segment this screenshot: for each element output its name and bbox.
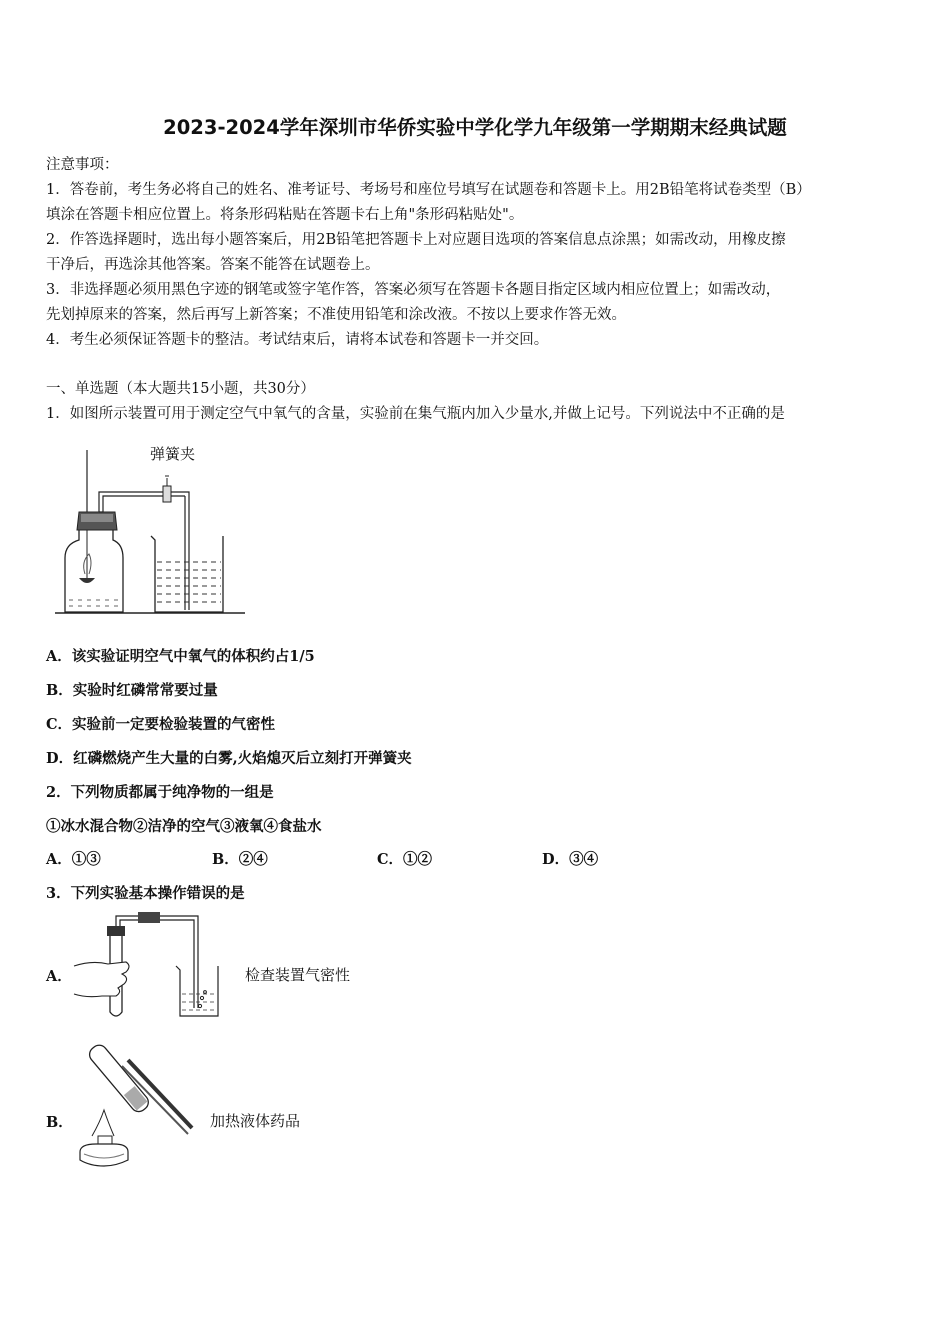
q3-option-b-figure <box>70 1040 200 1170</box>
q1-figure-label: 弹簧夹 <box>150 445 196 463</box>
q3-option-a-letter: A． <box>46 968 72 985</box>
q3-option-b-letter: B． <box>46 1114 73 1131</box>
q3-option-b-caption: 加热液体药品 <box>210 1112 301 1130</box>
q1-option-d: D．红磷燃烧产生大量的白雾,火焰熄灭后立刻打开弹簧夹 <box>46 750 412 767</box>
q2-option-c: C．①② <box>377 851 433 868</box>
notice-line: 填涂在答题卡相应位置上。将条形码粘贴在答题卡右上角"条形码粘贴处"。 <box>46 207 524 223</box>
q2-option-b: B．②④ <box>212 851 268 868</box>
q1-apparatus-figure <box>55 450 255 620</box>
notice-line: 先划掉原来的答案，然后再写上新答案；不准使用铅笔和涂改液。不按以上要求作答无效。 <box>46 307 626 323</box>
q3-stem: 3．下列实验基本操作错误的是 <box>46 885 245 902</box>
q2-option-a: A．①③ <box>46 851 101 868</box>
q2-stem: 2．下列物质都属于纯净物的一组是 <box>46 784 274 801</box>
notice-line: 2．作答选择题时，选出每小题答案后，用2B铅笔把答题卡上对应题目选项的答案信息点涂黑；如需改动，用橡皮擦 <box>46 232 786 248</box>
q1-option-c: C．实验前一定要检验装置的气密性 <box>46 716 276 733</box>
q1-option-a: A．该实验证明空气中氧气的体积约占1/5 <box>46 648 315 665</box>
notice-line: 干净后，再选涂其他答案。答案不能答在试题卷上。 <box>46 257 380 273</box>
q1-stem: 1．如图所示装置可用于测定空气中氧气的含量，实验前在集气瓶内加入少量水,并做上记号。下列说法中不正确的是 <box>46 406 785 422</box>
notice-line: 1．答卷前，考生务必将自己的姓名、准考证号、考场号和座位号填写在试题卷和答题卡上。用2B铅笔将试卷类型（B） <box>46 182 811 198</box>
q2-items: ①冰水混合物②洁净的空气③液氧④食盐水 <box>46 818 322 835</box>
q2-option-d: D．③④ <box>542 851 599 868</box>
notice-line: 3．非选择题必须用黑色字迹的钢笔或签字笔作答，答案必须写在答题卡各题目指定区域内相应位置上；如需改动， <box>46 282 781 298</box>
page-title: 2023-2024学年深圳市华侨实验中学化学九年级第一学期期末经典试题 <box>163 116 787 139</box>
q1-option-b: B．实验时红磷常常要过量 <box>46 682 218 699</box>
notice-heading: 注意事项： <box>46 157 119 173</box>
notice-line: 4．考生必须保证答题卡的整洁。考试结束后，请将本试卷和答题卡一并交回。 <box>46 332 549 348</box>
q3-option-a-caption: 检查装置气密性 <box>245 966 351 984</box>
q3-option-a-figure <box>72 912 232 1022</box>
section-heading: 一、单选题（本大题共15小题，共30分） <box>46 381 315 397</box>
